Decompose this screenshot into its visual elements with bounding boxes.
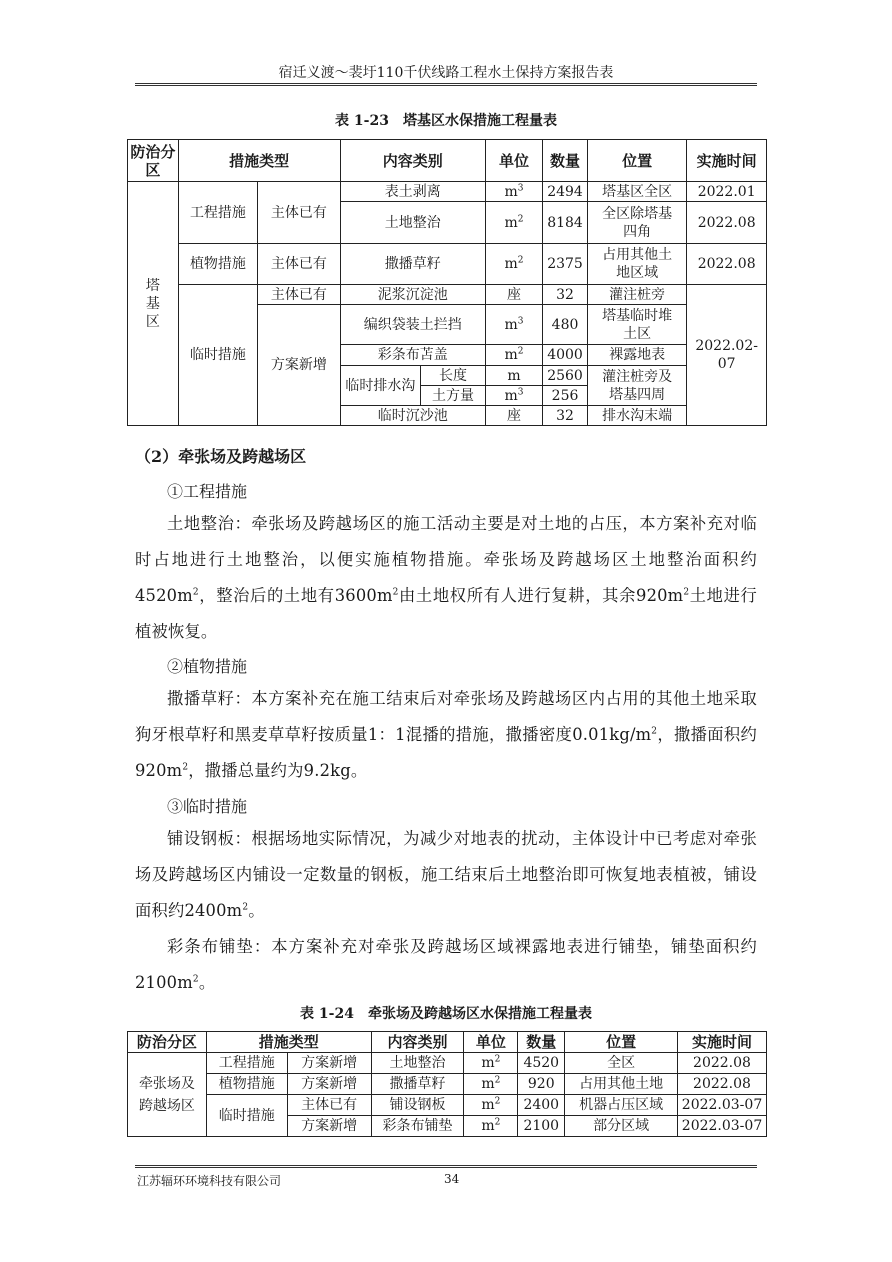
content-cell: 临时沉沙池: [340, 406, 485, 426]
sub-cell: 主体已有: [258, 285, 340, 305]
group-cell: 临时措施: [178, 285, 257, 426]
unit-cell: $m^2$: [464, 1116, 518, 1137]
qty-cell: 2375: [543, 244, 588, 285]
unit-cell: m: [485, 366, 542, 386]
unit-cell: $m^3$: [485, 182, 542, 202]
sub-cell: 方案新增: [287, 1116, 371, 1137]
sub-cell: 主体已有: [258, 244, 340, 285]
header-location: 位置: [565, 1032, 678, 1053]
content-cell: 铺设钢板: [371, 1095, 464, 1116]
subsection-heading: ②植物措施: [167, 657, 248, 676]
location-cell: 排水沟末端: [587, 406, 686, 426]
unit-cell: $m^2$: [485, 345, 542, 366]
table-row: [128, 1095, 767, 1116]
content-cell: 撒播草籽: [371, 1074, 464, 1095]
header-content: 内容类别: [340, 140, 485, 182]
location-cell: 全区除塔基四角: [587, 202, 686, 244]
header-rule: [135, 85, 757, 86]
subsection-heading: ①工程措施: [167, 482, 248, 501]
table-caption: 表 1-23 塔基区水保措施工程量表: [335, 113, 557, 129]
qty-cell: 32: [543, 285, 588, 305]
page-number: 34: [444, 1172, 460, 1186]
header-content: 内容类别: [371, 1032, 464, 1053]
location-cell: 部分区域: [565, 1116, 678, 1137]
section-title: （2）牵张场及跨越场区: [135, 447, 307, 466]
header-time: 实施时间: [687, 140, 767, 182]
content-cell: 表土剥离: [340, 182, 485, 202]
stringing-area-table: [127, 1031, 767, 1137]
time-cell: 2022.01: [687, 182, 767, 202]
header-unit: 单位: [485, 140, 542, 182]
sub-cell: 方案新增: [287, 1074, 371, 1095]
content-cell: 泥浆沉淀池: [340, 285, 485, 305]
group-cell: 植物措施: [206, 1074, 287, 1095]
table-row: [128, 182, 767, 202]
time-cell: 2022.02-07: [687, 285, 767, 426]
content-cell: 编织袋装土拦挡: [340, 305, 485, 345]
header-zone: 防治分区: [128, 1032, 207, 1053]
unit-cell: $m^2$: [485, 202, 542, 244]
unit-cell: $m^2$: [464, 1095, 518, 1116]
location-cell: 裸露地表: [587, 345, 686, 366]
subsection-heading: ③临时措施: [167, 797, 248, 816]
header-type: 措施类型: [206, 1032, 371, 1053]
time-cell: 2022.08: [678, 1074, 767, 1095]
time-cell: 2022.08: [678, 1053, 767, 1074]
subcontent-cell: 长度: [421, 366, 486, 386]
header-qty: 数量: [543, 140, 588, 182]
qty-cell: 8184: [543, 202, 588, 244]
time-cell: 2022.03-07: [678, 1116, 767, 1137]
paragraph: 铺设钢板：根据场地实际情况，为减少对地表的扰动，主体设计中已考虑对牵张场及跨越场区内铺设一定数量的钢板，施工结束后土地整治即可恢复地表植被，铺设面积约$2400m^2$。: [135, 829, 757, 920]
sub-cell: 方案新增: [258, 305, 340, 426]
qty-cell: 2400: [518, 1095, 565, 1116]
page-header: 宿迁义渡～裴圩110千伏线路工程水土保持方案报告表: [278, 65, 614, 81]
unit-cell: $m^3$: [485, 386, 542, 406]
footer-rule: [135, 1165, 757, 1166]
qty-cell: 2100: [518, 1116, 565, 1137]
unit-cell: $m^2$: [464, 1074, 518, 1095]
location-cell: 全区: [565, 1053, 678, 1074]
tower-area-table: [127, 139, 767, 426]
qty-cell: 2560: [543, 366, 588, 386]
footer-rule: [135, 1167, 757, 1168]
group-cell: 工程措施: [206, 1053, 287, 1074]
qty-cell: 920: [518, 1074, 565, 1095]
location-cell: 灌注桩旁: [587, 285, 686, 305]
location-cell: 占用其他土地区域: [587, 244, 686, 285]
content-cell: 临时排水沟: [340, 366, 421, 406]
sub-cell: 方案新增: [287, 1053, 371, 1074]
paragraph: 彩条布铺垫：本方案补充对牵张及跨越场区域裸露地表进行铺垫，铺垫面积约$2100m^2$。: [135, 937, 757, 992]
unit-cell: $m^2$: [464, 1053, 518, 1074]
paragraph: 土地整治：牵张场及跨越场区的施工活动主要是对土地的占压，本方案补充对临时占地进行土地整治，以便实施植物措施。牵张场及跨越场区土地整治面积约$4520m^2$，整治后的土地有$3600m^2$由土地权所有人进行复耕，其余$920m^2$土地进行植被恢复。: [135, 514, 757, 641]
time-cell: 2022.03-07: [678, 1095, 767, 1116]
table-caption: 表 1-24 牵张场及跨越场区水保措施工程量表: [300, 1006, 592, 1022]
qty-cell: 4520: [518, 1053, 565, 1074]
header-rule: [135, 83, 757, 84]
qty-cell: 256: [543, 386, 588, 406]
qty-cell: 2494: [543, 182, 588, 202]
sub-cell: 主体已有: [287, 1095, 371, 1116]
unit-cell: $m^3$: [485, 305, 542, 345]
content-cell: 彩条布苫盖: [340, 345, 485, 366]
sub-cell: 主体已有: [258, 182, 340, 244]
qty-cell: 4000: [543, 345, 588, 366]
content-cell: 撒播草籽: [340, 244, 485, 285]
group-cell: 工程措施: [178, 182, 257, 244]
group-cell: 临时措施: [206, 1095, 287, 1137]
footer-company: 江苏辐环环境科技有限公司: [137, 1174, 282, 1188]
content-cell: 土地整治: [371, 1053, 464, 1074]
paragraph: 撒播草籽：本方案补充在施工结束后对牵张场及跨越场区内占用的其他土地采取狗牙根草籽和黑麦草草籽按质量1：1混播的措施，撒播密度$0.01kg/m^2$，撒播面积约$920m^2$，撒播总量约为9.2kg。: [135, 689, 758, 780]
header-unit: 单位: [464, 1032, 518, 1053]
qty-cell: 480: [543, 305, 588, 345]
content-cell: 土地整治: [340, 202, 485, 244]
location-cell: 塔基区全区: [587, 182, 686, 202]
time-cell: 2022.08: [687, 202, 767, 244]
group-cell: 植物措施: [178, 244, 257, 285]
header-type: 措施类型: [178, 140, 340, 182]
location-cell: 灌注桩旁及塔基四周: [587, 366, 686, 406]
unit-cell: 座: [485, 285, 542, 305]
unit-cell: 座: [485, 406, 542, 426]
table-row: [128, 1053, 767, 1074]
location-cell: 机器占压区域: [565, 1095, 678, 1116]
location-cell: 占用其他土地: [565, 1074, 678, 1095]
table-row: [128, 244, 767, 285]
time-cell: 2022.08: [687, 244, 767, 285]
header-qty: 数量: [518, 1032, 565, 1053]
header-time: 实施时间: [678, 1032, 767, 1053]
content-cell: 彩条布铺垫: [371, 1116, 464, 1137]
zone-cell: 牵张场及跨越场区: [128, 1053, 207, 1137]
qty-cell: 32: [543, 406, 588, 426]
table-row: [128, 1074, 767, 1095]
unit-cell: $m^2$: [485, 244, 542, 285]
header-zone: 防治分区: [128, 140, 179, 182]
zone-cell: 塔基区: [128, 182, 179, 426]
table-row: [128, 285, 767, 305]
header-location: 位置: [587, 140, 686, 182]
subcontent-cell: 土方量: [421, 386, 486, 406]
location-cell: 塔基临时堆土区: [587, 305, 686, 345]
